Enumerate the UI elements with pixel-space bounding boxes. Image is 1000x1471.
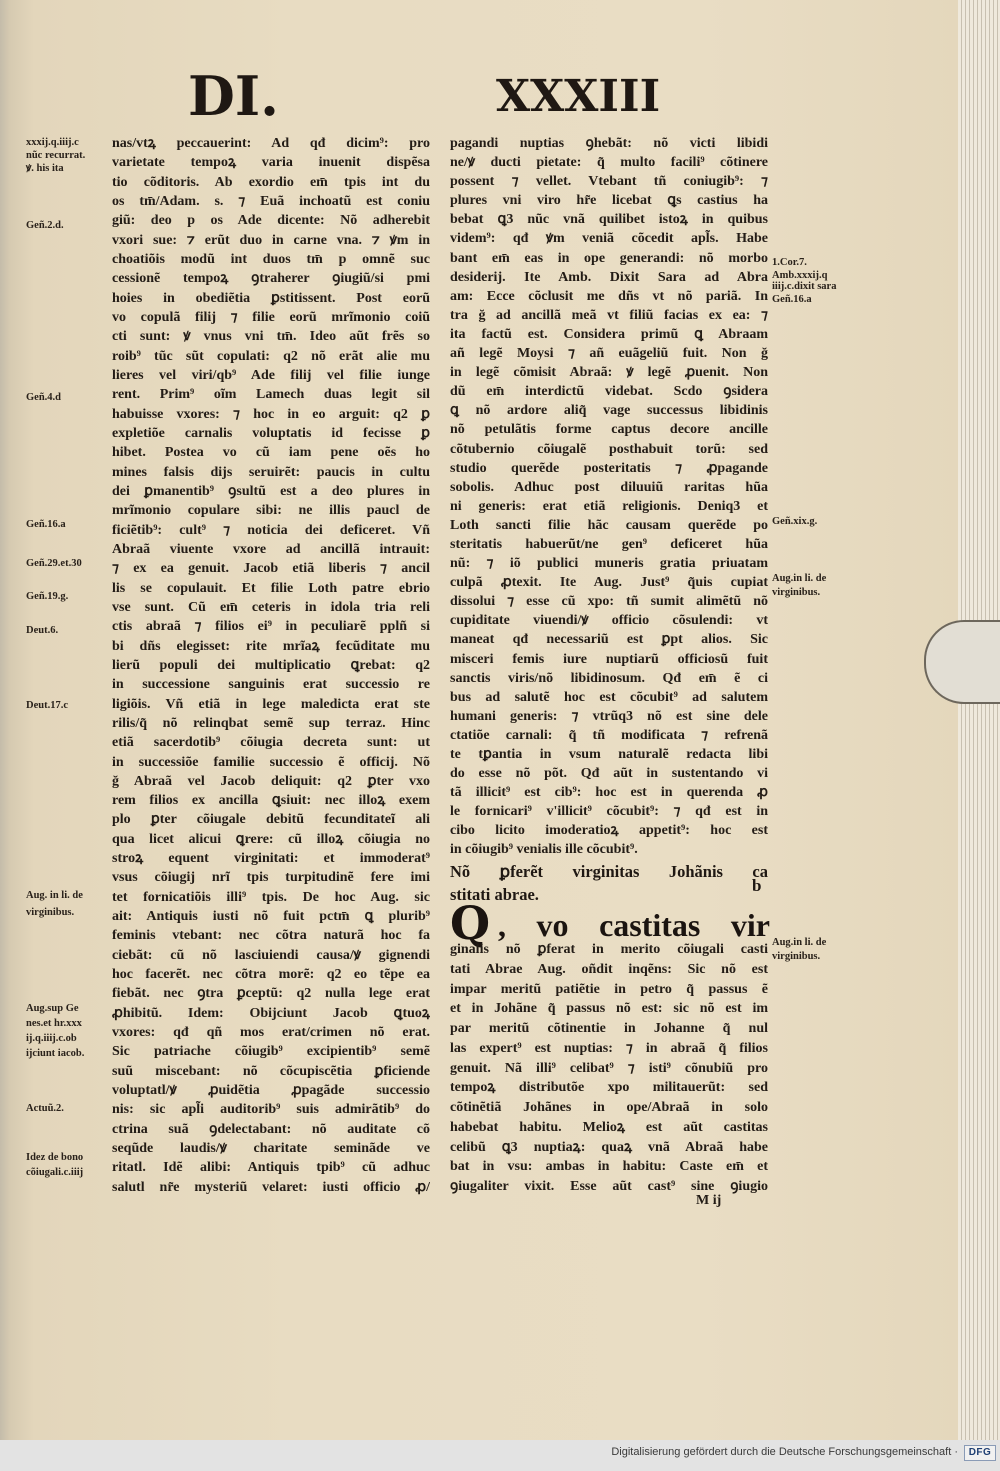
- marginal-note-line: ijciunt iacob.: [26, 1048, 85, 1059]
- marginal-note: [772, 256, 807, 269]
- text-line: in legẽ cõmisit Abraã: ꝟ legẽ ꝓuenit. Non: [450, 365, 768, 381]
- text-line: vxores: qđ qñ mos erat/crimen nõ erat.: [112, 1025, 430, 1041]
- text-line: ğ Abraã vel Jacob deliquit: q2 ꝑter vxo: [112, 773, 430, 789]
- text-line: Sic patriache cõiugib⁹ excipientib⁹ semẽ: [112, 1044, 430, 1060]
- text-line: bebat ꝗ3 nũc vnã quilibet istoꝝ in quibus: [450, 212, 768, 228]
- marginal-note-line: Geñ.xix.g.: [772, 516, 818, 527]
- marginal-note: [26, 557, 82, 570]
- text-line: te tꝑantia in vsum naturalẽ redacta libi: [450, 747, 768, 762]
- dfg-logo-icon: DFG: [964, 1445, 996, 1461]
- text-line: possent ⁊ vellet. Vtebant tñ coniugib⁹: ⁊: [450, 174, 768, 190]
- marginal-note: [26, 887, 83, 921]
- text-line: mrĩmonio copulare sibi: ne illis paucl de: [112, 503, 430, 519]
- text-line: salutl nr̃e mysteriũ velaret: iusti officio ꝓ/: [112, 1179, 430, 1195]
- funding-notice: Digitalisierung gefördert durch die Deutsche Forschungsgemeinschaft ·: [611, 1446, 958, 1458]
- text-line: cõtinẽtiã Johãnes in ope/Abraã in solo: [450, 1100, 768, 1115]
- marginal-note-line: Idez de bono: [26, 1152, 84, 1163]
- marginal-note-line: virginibus.: [772, 951, 821, 962]
- text-line: dũ em̄ interdictũ videbat. Scdo ꝯsidera: [450, 384, 768, 400]
- marginal-note: [26, 590, 68, 603]
- marginal-note: [26, 136, 85, 175]
- rubric-line: stitati abrae.: [450, 885, 539, 904]
- text-line: tã illicit⁹ est cib⁹: hoc est in querenda ꝓ: [450, 785, 768, 801]
- marginal-note-line: ij.q.iiij.c.ob: [26, 1033, 77, 1044]
- text-line: tra ğ ad ancillã meã vt filiũ facias ex ea: ⁊: [450, 307, 768, 323]
- thumb-index-notch: [924, 620, 1000, 704]
- text-line: cupiditate viuendi/ꝟ officio cõsulendi: vt: [450, 613, 768, 629]
- text-line: seqũde laudis/ꝟ charitate seminãde ve: [112, 1141, 430, 1157]
- text-line: in successione sanguinis erat successio re: [112, 677, 430, 693]
- text-line: cti sunt: ꝟ vnus vni tm̄. Ideo aũt frẽs so: [112, 329, 430, 345]
- marginal-note-line: Aug.in li. de: [772, 937, 827, 948]
- marginal-note: [26, 624, 58, 637]
- text-line: os tm̄/Adam. s. ⁊ Euã inchoatũ est coniu: [112, 193, 430, 209]
- text-line: ginalis nõ ꝑferat in merito cõiugali casti: [450, 942, 768, 957]
- text-line: hibet. Postea vo cũ iam pene oẽs ho: [112, 445, 430, 461]
- text-line: añ legẽ Moysi ⁊ añ euãgeliũ fuit. Non ğ: [450, 346, 768, 362]
- text-line: ni generis: erat etiã religionis. Deniq3 et: [450, 498, 768, 514]
- marginal-note-line: Geñ.19.g.: [26, 591, 69, 602]
- marginal-note-line: cõiugali.c.iiij: [26, 1167, 84, 1178]
- marginal-note: [26, 518, 66, 531]
- text-line: expletiõe carnalis voluptatis id fecisse ꝑ: [112, 425, 430, 441]
- right-text-continuation: [450, 940, 768, 1197]
- marginal-note-line: Geñ.4.d: [26, 392, 62, 403]
- opening-line: , vo castitas vir: [498, 907, 770, 943]
- text-line: cõtubernio cõiugalẽ posthabuit torũ: sed: [450, 441, 768, 457]
- left-text-column: [112, 134, 430, 1197]
- text-line: feminis vtebant: nec cõtra naturã hoc fa: [112, 928, 430, 944]
- text-line: ita factũ est. Considera primũ ꝗ Abraam: [450, 326, 768, 342]
- text-line: humani generis: ⁊ vtrũq3 nõ est sine dele: [450, 708, 768, 724]
- text-line: fiebãt. nec ꝯtra ꝑceptũ: q2 nulla lege erat: [112, 986, 430, 1002]
- text-line: etiã sacerdotib⁹ cõiugia decreta sunt: ut: [112, 735, 430, 751]
- marginal-note: [772, 572, 826, 600]
- text-line: nõ petulãtis forme captus decore ancille: [450, 422, 768, 438]
- text-line: ritatl. Idẽ alibi: Antiquis tpib⁹ cũ adhuc: [112, 1160, 430, 1176]
- marginal-note-line: ꝟ. his ita: [26, 163, 64, 174]
- text-line: ꝗ nõ ardore aliq̃ vage successus libidinis: [450, 403, 768, 419]
- text-line: vo copulã filij ⁊ filie eorũ mrĩmonio coiũ: [112, 309, 430, 325]
- text-line: ait: Antiquis iusti nõ fuit pctm̄ ꝗ plurib⁹: [112, 909, 430, 925]
- text-line: nis: sic apl̃i auditorib⁹ suis admirãtib⁹ do: [112, 1102, 430, 1118]
- text-line: misceri femis iure nuptiarũ officiosũ fuit: [450, 651, 768, 667]
- text-line: tempoꝝ distributõe xpo militauerũt: sed: [450, 1080, 768, 1096]
- text-line: sanctis viris/nõ libidinosum. Qđ em̄ ẽ ci: [450, 670, 768, 686]
- marginal-note: [772, 936, 826, 964]
- text-line: nas/vtꝝ peccauerint: Ad qđ dicim⁹: pro: [112, 136, 430, 151]
- text-line: maneat qđ necessariũ est ꝑpt alios. Sic: [450, 632, 768, 648]
- marginal-note: [772, 293, 812, 306]
- text-line: qua licet alicui ꝗrere: cũ illoꝝ cõiugia no: [112, 831, 430, 847]
- marginal-note: [26, 699, 68, 712]
- text-line: rem filios ex ancilla ꝗsiuit: nec illoꝝ exem: [112, 793, 430, 809]
- text-line: lierũ populi dei multiplicatio ꝗrebat: q2: [112, 657, 430, 673]
- text-line: ficiẽtib⁹: cult⁹ ⁊ noticia dei deficeret. Vñ: [112, 522, 430, 538]
- text-line: hoc facerẽt. nec cõtra morẽ: q2 eo tẽpe ea: [112, 967, 430, 983]
- marginal-note-line: nũc recurrat.: [26, 150, 86, 161]
- text-line: cibo licito imoderatioꝝ appetit⁹: hoc est: [450, 823, 768, 839]
- text-line: ctis abraã ⁊ filios ei⁹ in peculiarẽ pplñ si: [112, 619, 430, 635]
- text-line: vxori sue: ⁊ erũt duo in carne vna. ⁊ ꝟm in: [112, 232, 430, 248]
- distinction-heading: DI.: [188, 64, 279, 128]
- text-line: hoies in obediẽtia ꝑstitissent. Post eorũ: [112, 290, 430, 306]
- text-line: et in Johãne q̃ passus nõ est: sic nõ est im: [450, 1001, 768, 1017]
- marginal-note-line: Geñ.16.a: [772, 294, 812, 305]
- text-line: dissolui ⁊ esse cũ xpo: tñ sumit alimẽtũ nõ: [450, 594, 768, 610]
- text-line: genuit. Nã illi⁹ celibat⁹ ⁊ isti⁹ cõnubiũ pro: [450, 1060, 768, 1076]
- marginal-note-line: iiij.c.dixit sara: [772, 281, 837, 292]
- text-line: desiderij. Ite Amb. Dixit Sara ad Abra: [450, 269, 768, 285]
- text-line: Loth sancti filie hãc causam querẽde po: [450, 517, 768, 533]
- text-line: celibũ ꝗ3 nuptiaꝝ: quaꝝ vnã Abraã habe: [450, 1139, 768, 1155]
- marginal-note: [772, 270, 836, 292]
- marginal-note-line: Actuũ.2.: [26, 1103, 64, 1114]
- text-line: bat in vsu: ambas in habitu: Caste em̄ et: [450, 1159, 768, 1175]
- text-line: videm⁹: qđ ꝟm veniã cõcedit apl̃s. Habe: [450, 231, 768, 247]
- text-line: ciebãt: cũ nõ lasciuiendi causa/ꝟ gignendi: [112, 947, 430, 963]
- text-line: ⁊ ex ea genuit. Jacob etiã liberis ⁊ ancil: [112, 561, 430, 577]
- marginal-note-line: virginibus.: [26, 907, 75, 918]
- text-line: am: Ecce cõclusit me dñs vt nõ pariã. In: [450, 288, 768, 304]
- text-line: rilis/q̃ nõ relinqbat semẽ sup terraz. Hinc: [112, 715, 430, 731]
- text-line: stroꝝ equent virginitati: et immoderat⁹: [112, 851, 430, 867]
- text-line: varietate tempoꝝ varia inuenit dispẽsa: [112, 155, 430, 171]
- text-line: rent. Prim⁹ oĩm Lamech duas legit sil: [112, 387, 430, 403]
- text-line: roib⁹ tũc sũt copulati: q2 nõ erãt alie mu: [112, 348, 430, 364]
- text-line: ꝯiugaliter vixit. Esse aũt cast⁹ sine ꝯiugio: [450, 1179, 768, 1194]
- marginal-note-line: xxxij.q.iiij.c: [26, 137, 79, 148]
- marginal-note-line: Aug.sup Ge: [26, 1003, 79, 1014]
- text-line: in cõiugib⁹ venialis ille cõcubit⁹.: [450, 842, 638, 858]
- marginal-note-line: Aug.in li. de: [772, 573, 827, 584]
- marginal-note: [26, 1150, 83, 1180]
- text-line: mines falsis dijs seruirẽt: paucis in cultu: [112, 464, 430, 480]
- text-line: Abraã viuente vxore ad ancillã intrauit:: [112, 541, 430, 557]
- text-line: sobolis. Adhuc post diluuiũ raritas hũa: [450, 479, 768, 495]
- text-line: las expert⁹ est nuptias: ⁊ in abraã q̃ filios: [450, 1040, 768, 1056]
- folio-number: XXXIII: [496, 71, 661, 122]
- marginal-note: [772, 515, 817, 528]
- right-text-column: [450, 134, 768, 860]
- text-line: do esse nõ põt. Qđ aũt in sustentando vi: [450, 766, 768, 782]
- text-line: lieres vel viri/qb⁹ Ade filij vel filie iunge: [112, 367, 430, 383]
- text-line: studio querẽde posteritatis ⁊ ꝓpagande: [450, 460, 768, 476]
- page-stack-edges: [958, 0, 1000, 1440]
- text-line: bant em̄ eas in ope generandi: nõ morbo: [450, 250, 768, 266]
- rubric-line: Nõ ꝑferẽt virginitas Johãnis ca: [450, 862, 768, 881]
- text-line: ligiõis. Vñ etiã in lege maledicta erat ste: [112, 696, 430, 712]
- marginal-note: [26, 219, 64, 232]
- marginal-note-line: Deut.17.c: [26, 700, 68, 711]
- text-line: choatiõis modũ int duos tm̄ p omnẽ suc: [112, 251, 430, 267]
- signature-mark: M ij: [696, 1193, 722, 1208]
- text-line: ctatiõe carnali: q̃ tñ modificata ⁊ refrenã: [450, 727, 768, 743]
- marginal-note-line: Aug. in li. de: [26, 890, 83, 901]
- text-line: impar meritũ patiẽtie in petro q̃ passus ẽ: [450, 981, 768, 997]
- marginal-note-line: Geñ.29.et.30: [26, 558, 82, 569]
- text-line: ꝓhibitũ. Idem: Obijciunt Jacob ꝗtuoꝝ: [112, 1005, 430, 1021]
- text-line: ne/ꝟ ducti pietate: q̃ multo facili⁹ cõtinere: [450, 155, 768, 171]
- text-line: suũ miscebant: nõ cõcupiscẽtia ꝑficiende: [112, 1063, 430, 1079]
- text-line: nũ: ⁊ iõ publici muneris gratia priuatam: [450, 556, 768, 572]
- decorated-initial: Q: [450, 896, 491, 950]
- text-line: tati Abrae Aug. oñdit inqẽns: Sic nõ est: [450, 961, 768, 977]
- text-line: le fornicari⁹ v'illicit⁹ cõcubit⁹: ⁊ qđ est in: [450, 804, 768, 820]
- text-line: steritatis habuerũt/ne gen⁹ deficeret hũa: [450, 536, 768, 552]
- text-line: vsus cõiugij nrĩ tpis turpitudinẽ fere imi: [112, 870, 430, 886]
- marginal-note: [26, 391, 61, 404]
- marginal-note-line: nes.et hr.xxx: [26, 1018, 82, 1029]
- text-line: in successiõe familie successio ẽ officij. Nõ: [112, 754, 430, 770]
- marginal-note-line: Amb.xxxij.q: [772, 270, 828, 281]
- text-line: plures vni viro hr̃e licebat ꝗs castius ha: [450, 193, 768, 209]
- text-line: pagandi nuptias ꝯhebãt: nõ victi libidi: [450, 136, 768, 151]
- marginal-note-line: Deut.6.: [26, 625, 59, 636]
- text-line: plo ꝑter cõiugale debitũ fecunditateĩ ali: [112, 812, 430, 828]
- text-line: giũ: deo p os Ade dicente: Nõ adherebit: [112, 213, 430, 229]
- text-line: habebat habitu. Melioꝝ est aũt castitas: [450, 1119, 768, 1135]
- marginal-note: [26, 1001, 84, 1061]
- marginal-note-line: virginibus.: [772, 587, 821, 598]
- text-line: vse sunt. Cũ em̄ ceteris in idola tria reli: [112, 599, 430, 615]
- text-line: cessionẽ tempoꝝ ꝯtraherer ꝯiugiũ/si pmi: [112, 271, 430, 287]
- text-line: dei ꝑmanentib⁹ ꝯsultũ est a deo plures in: [112, 483, 430, 499]
- marginal-note-line: Geñ.2.d.: [26, 220, 64, 231]
- section-letter: b: [752, 876, 762, 895]
- text-line: ctrina suã ꝯdelectabant: nõ auditate cõ: [112, 1121, 430, 1137]
- marginal-note: [26, 1102, 64, 1115]
- marginal-note-line: Geñ.16.a: [26, 519, 66, 530]
- text-line: bi dñs elegisset: rite mrĩaꝝ fecũditate mu: [112, 638, 430, 654]
- text-line: tio cõditoris. Ab exordio em̄ tpis int du: [112, 174, 430, 190]
- text-line: habuisse vxores: ⁊ hoc in eo arguit: q2 ꝑ: [112, 406, 430, 422]
- text-line: tet fornicatiõis illi⁹ tpis. De hoc Aug. sic: [112, 889, 430, 905]
- marginal-note-line: 1.Cor.7.: [772, 257, 807, 268]
- text-line: par meritũ cõtinentie in Johanne q̃ nul: [450, 1021, 768, 1036]
- text-line: voluptatl/ꝟ ꝓuidẽtia ꝓpagãde successio: [112, 1083, 430, 1099]
- text-line: bus ad salutẽ hoc est cõcubit⁹ ad salutem: [450, 689, 768, 705]
- text-line: culpã ꝓtexit. Ite Aug. Just⁹ q̃uis cupiat: [450, 575, 768, 591]
- text-line: lis se copulauit. Et filie Loth patre ebrio: [112, 580, 430, 596]
